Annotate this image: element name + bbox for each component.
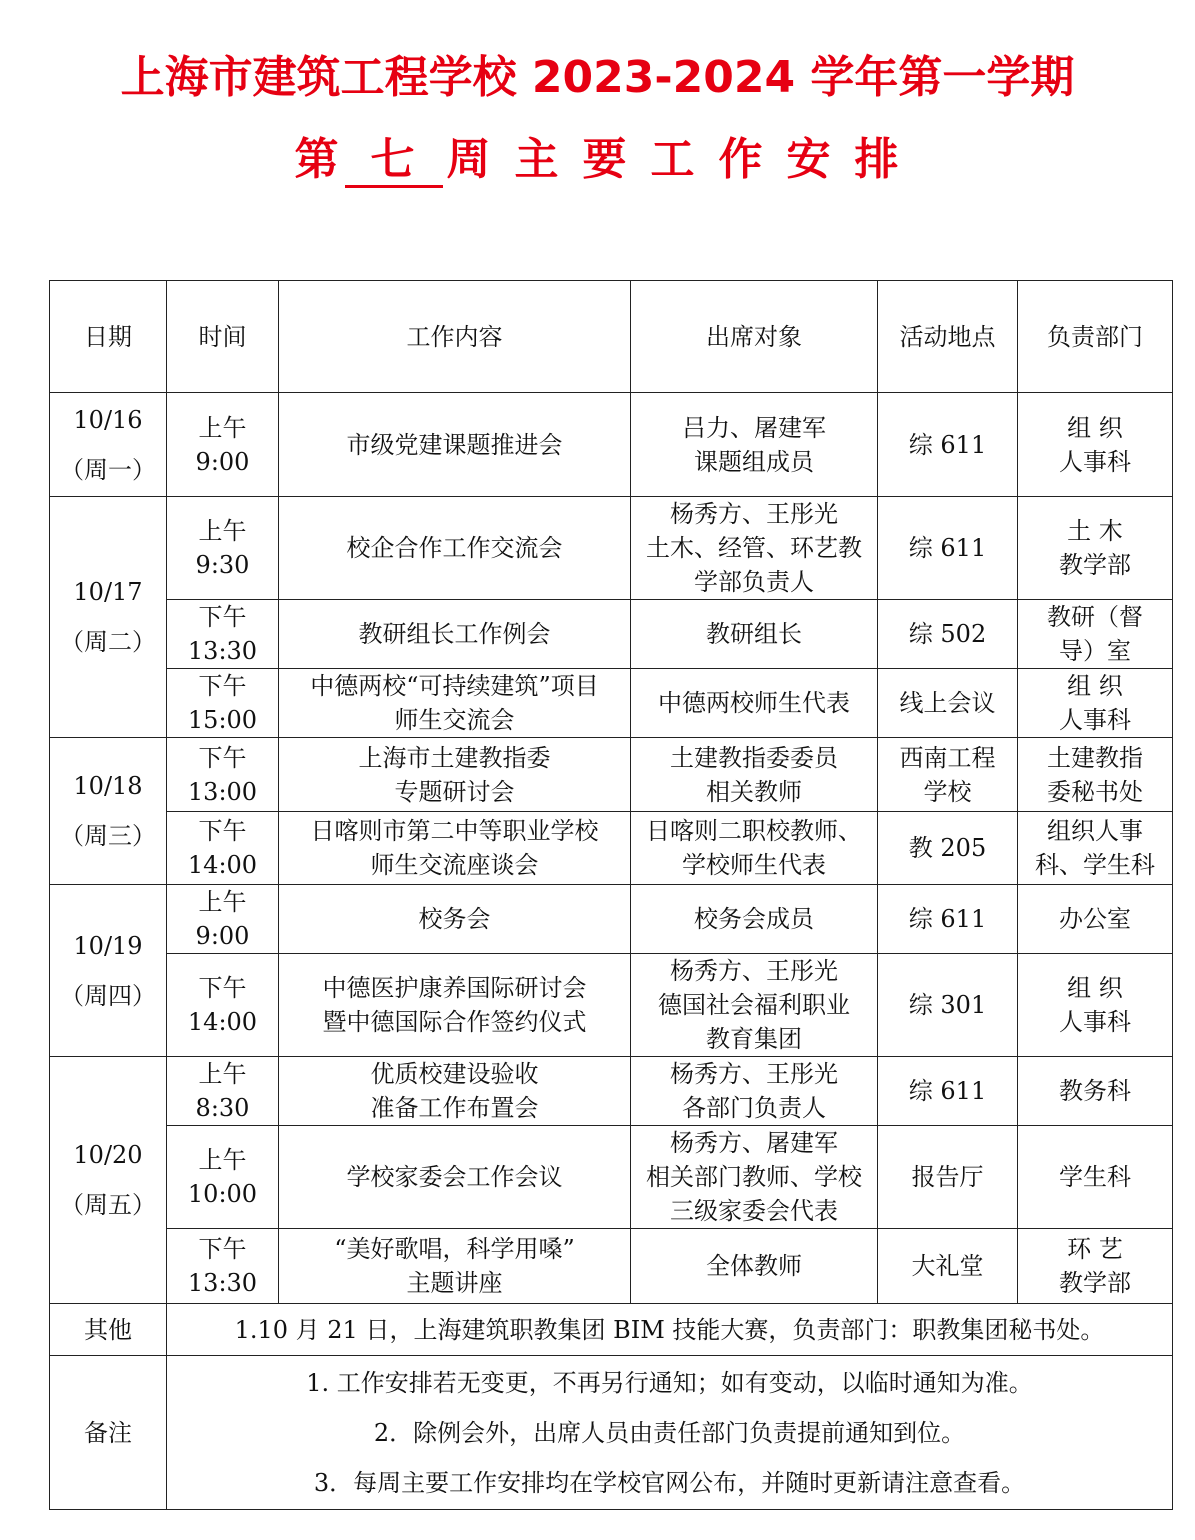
attendees-cell (631, 812, 878, 885)
cell-line: 9:30 (195, 551, 250, 579)
cell-line: 综 611 (908, 905, 987, 933)
header-cell: 工作内容 (279, 281, 631, 393)
cell-line: 上海市土建教指委 (358, 743, 551, 772)
department-cell (1018, 954, 1173, 1057)
date-text: 10/19 (73, 931, 143, 960)
weekday-text: （周四） (60, 981, 156, 1010)
date-text: 10/16 (73, 405, 143, 434)
content-cell (279, 497, 631, 600)
cell-line: 组 织 (1067, 413, 1123, 442)
time-cell (167, 885, 279, 954)
cell-line: 教研（督 (1047, 603, 1143, 631)
cell-line: 教务科 (1059, 1077, 1131, 1105)
cell-line: 三级家委会代表 (670, 1197, 838, 1225)
week-number: 七 (345, 135, 443, 188)
cell-line: 人事科 (1059, 447, 1131, 476)
department-cell (1018, 497, 1173, 600)
cell-line: 14:00 (187, 1008, 258, 1036)
attendees-cell (631, 885, 878, 954)
location-cell (878, 885, 1018, 954)
cell-line: 全体教师 (706, 1252, 802, 1280)
cell-line: 中德医护康养国际研讨会 (322, 974, 587, 1002)
cell-line: 杨秀方、王彤光 (670, 957, 838, 985)
cell-line: 综 502 (908, 620, 987, 648)
cell-line: 综 611 (908, 534, 987, 562)
cell-line: 土建教指 (1047, 743, 1143, 772)
cell-line: 科、学生科 (1035, 851, 1155, 879)
cell-line: 教学部 (1059, 1269, 1131, 1297)
cell-line: 杨秀方、屠建军 (670, 1129, 838, 1157)
cell-line: 组 织 (1067, 672, 1123, 700)
cell-line: 师生交流座谈会 (370, 851, 539, 879)
subtitle-char: 要 (582, 134, 629, 185)
remarks-label: 备注 (50, 1356, 167, 1510)
cell-line: “美好歌唱，科学用嗓” (334, 1235, 575, 1263)
header-cell: 出席对象 (631, 281, 878, 393)
header-cell: 时间 (167, 281, 279, 393)
cell-line: 下午 (198, 603, 247, 631)
content-cell (279, 954, 631, 1057)
cell-line: 西南工程 (899, 743, 996, 772)
date-cell (50, 885, 167, 1057)
header-cell: 负责部门 (1018, 281, 1173, 393)
date-cell (50, 1057, 167, 1304)
weekday-text: （周五） (60, 1191, 156, 1219)
weekday-text: （周一） (60, 455, 156, 484)
cell-line: 教 205 (908, 834, 987, 862)
location-cell (878, 812, 1018, 885)
time-cell (167, 1229, 279, 1304)
cell-line: 13:30 (187, 1269, 258, 1297)
department-cell (1018, 1229, 1173, 1304)
cell-line: 市级党建课题推进会 (346, 430, 563, 459)
date-cell (50, 393, 167, 497)
cell-line: 上午 (198, 1060, 247, 1088)
cell-line: 相关部门教师、学校 (646, 1163, 862, 1191)
department-cell (1018, 600, 1173, 669)
cell-line: 8:30 (195, 1094, 250, 1122)
other-text: 1.10 月 21 日，上海建筑职教集团 BIM 技能大赛，负责部门：职教集团秘书处。 (167, 1304, 1173, 1356)
table-row (50, 1229, 1173, 1304)
attendees-cell (631, 1229, 878, 1304)
subtitle-char: 主 (514, 134, 561, 185)
subtitle-char: 作 (718, 134, 765, 185)
cell-line: 准备工作布置会 (370, 1094, 539, 1122)
attendees-cell (631, 393, 878, 497)
cell-line: 各部门负责人 (682, 1094, 826, 1122)
department-cell (1018, 393, 1173, 497)
table-row (50, 885, 1173, 954)
content-cell (279, 885, 631, 954)
content-cell (279, 1057, 631, 1126)
subtitle-char: 安 (786, 134, 833, 185)
remarks-list (167, 1356, 1173, 1510)
cell-line: 主题讲座 (406, 1269, 503, 1297)
cell-line: 办公室 (1059, 905, 1131, 933)
cell-line: 人事科 (1059, 706, 1131, 734)
cell-line: 下午 (198, 817, 247, 845)
date-text: 10/18 (73, 772, 143, 800)
cell-line: 综 611 (908, 1077, 987, 1105)
cell-line: 校务会 (418, 905, 491, 933)
cell-line: 学校家委会工作会议 (346, 1163, 563, 1191)
cell-line: 杨秀方、王彤光 (670, 500, 838, 528)
attendees-cell (631, 954, 878, 1057)
cell-line: 土 木 (1067, 517, 1123, 545)
cell-line: 学校 (923, 777, 972, 806)
cell-line: 杨秀方、王彤光 (670, 1060, 838, 1088)
department-cell (1018, 1057, 1173, 1126)
time-cell (167, 954, 279, 1057)
time-cell (167, 1057, 279, 1126)
location-cell (878, 954, 1018, 1057)
location-cell (878, 393, 1018, 497)
cell-line: 中德两校师生代表 (658, 689, 850, 717)
time-cell (167, 393, 279, 497)
document-title: 上海市建筑工程学校 2023-2024 学年第一学期 (120, 52, 1075, 103)
time-cell (167, 600, 279, 669)
header-row (50, 281, 1173, 393)
cell-line: 优质校建设验收 (370, 1060, 539, 1088)
date-text: 10/17 (73, 578, 143, 606)
subtitle-char: 周 (446, 134, 493, 185)
other-row (50, 1304, 1173, 1356)
cell-line: 相关教师 (706, 777, 802, 806)
cell-line: 9:00 (195, 922, 250, 950)
remark-item: 1. 工作安排若无变更，不再另行通知；如有变动，以临时通知为准。 (306, 1368, 1033, 1397)
attendees-cell (631, 600, 878, 669)
date-text: 10/20 (73, 1141, 143, 1169)
remark-item: 2．除例会外，出席人员由责任部门负责提前通知到位。 (373, 1418, 966, 1447)
content-cell (279, 1126, 631, 1229)
cell-line: 下午 (198, 1235, 247, 1263)
location-cell (878, 600, 1018, 669)
cell-line: 人事科 (1059, 1008, 1131, 1036)
cell-line: 综 611 (908, 430, 987, 459)
attendees-cell (631, 1126, 878, 1229)
table-row (50, 954, 1173, 1057)
department-cell (1018, 1126, 1173, 1229)
cell-line: 学校师生代表 (682, 851, 826, 879)
cell-line: 大礼堂 (911, 1252, 984, 1280)
cell-line: 线上会议 (899, 689, 996, 717)
content-cell (279, 1229, 631, 1304)
cell-line: 13:30 (187, 637, 258, 665)
table-row (50, 497, 1173, 600)
cell-line: 10:00 (187, 1180, 258, 1208)
table-row (50, 393, 1173, 497)
attendees-cell (631, 497, 878, 600)
cell-line: 教研组长工作例会 (358, 620, 551, 648)
attendees-cell (631, 738, 878, 812)
weekday-text: （周三） (60, 822, 156, 850)
time-cell (167, 1126, 279, 1229)
cell-line: 15:00 (187, 706, 258, 734)
table-row (50, 1057, 1173, 1126)
remark-item: 3．每周主要工作安排均在学校官网公布，并随时更新请注意查看。 (313, 1468, 1026, 1497)
subtitle-char: 工 (650, 134, 697, 185)
department-cell (1018, 738, 1173, 812)
cell-line: 导）室 (1059, 637, 1131, 665)
cell-line: 环 艺 (1067, 1235, 1123, 1263)
table-row (50, 1126, 1173, 1229)
attendees-cell (631, 1057, 878, 1126)
cell-line: 土建教指委委员 (670, 743, 838, 772)
content-cell (279, 600, 631, 669)
table-row (50, 600, 1173, 669)
weekday-text: （周二） (60, 628, 156, 656)
cell-line: 9:00 (195, 447, 250, 476)
department-cell (1018, 669, 1173, 738)
cell-line: 土木、经管、环艺教 (646, 534, 862, 562)
cell-line: 下午 (198, 974, 247, 1002)
cell-line: 暨中德国际合作签约仪式 (322, 1008, 587, 1036)
content-cell (279, 738, 631, 812)
cell-line: 德国社会福利职业 (658, 991, 850, 1019)
cell-line: 专题研讨会 (394, 777, 515, 806)
remarks-row (50, 1356, 1173, 1510)
schedule-table (49, 280, 1173, 1510)
subtitle-prefix: 第 (294, 134, 341, 185)
content-cell (279, 393, 631, 497)
cell-line: 委秘书处 (1047, 777, 1143, 806)
location-cell (878, 497, 1018, 600)
table-row (50, 812, 1173, 885)
cell-line: 学部负责人 (694, 568, 814, 596)
cell-line: 上午 (198, 413, 247, 442)
cell-line: 吕力、屠建军 (682, 413, 826, 442)
cell-line: 日喀则二职校教师、 (646, 817, 862, 845)
cell-line: 教育集团 (706, 1025, 802, 1053)
cell-line: 组 织 (1067, 974, 1123, 1002)
cell-line: 校企合作工作交流会 (346, 534, 563, 562)
time-cell (167, 738, 279, 812)
department-cell (1018, 812, 1173, 885)
location-cell (878, 738, 1018, 812)
cell-line: 中德两校“可持续建筑”项目 (310, 672, 599, 700)
cell-line: 报告厅 (911, 1163, 984, 1191)
header-cell: 日期 (50, 281, 167, 393)
time-cell (167, 669, 279, 738)
cell-line: 上午 (198, 517, 247, 545)
header-cell: 活动地点 (878, 281, 1018, 393)
date-cell (50, 497, 167, 738)
table-row (50, 738, 1173, 812)
cell-line: 教学部 (1059, 551, 1131, 579)
cell-line: 下午 (198, 743, 247, 772)
subtitle-char: 排 (854, 134, 901, 185)
department-cell (1018, 885, 1173, 954)
location-cell (878, 1229, 1018, 1304)
cell-line: 综 301 (908, 991, 987, 1019)
cell-line: 课题组成员 (694, 447, 814, 476)
location-cell (878, 1057, 1018, 1126)
cell-line: 下午 (198, 672, 247, 700)
cell-line: 组织人事 (1047, 817, 1143, 845)
time-cell (167, 497, 279, 600)
time-cell (167, 812, 279, 885)
cell-line: 学生科 (1059, 1163, 1131, 1191)
content-cell (279, 812, 631, 885)
date-cell (50, 738, 167, 885)
other-label: 其他 (50, 1304, 167, 1356)
cell-line: 教研组长 (706, 620, 802, 648)
cell-line: 14:00 (187, 851, 258, 879)
cell-line: 日喀则市第二中等职业学校 (310, 817, 599, 845)
table-row (50, 669, 1173, 738)
content-cell (279, 669, 631, 738)
attendees-cell (631, 669, 878, 738)
cell-line: 上午 (198, 1146, 247, 1174)
cell-line: 13:00 (187, 777, 258, 806)
document-subtitle (0, 128, 1195, 192)
location-cell (878, 1126, 1018, 1229)
cell-line: 上午 (198, 888, 247, 916)
cell-line: 校务会成员 (694, 905, 814, 933)
location-cell (878, 669, 1018, 738)
cell-line: 师生交流会 (394, 706, 515, 734)
